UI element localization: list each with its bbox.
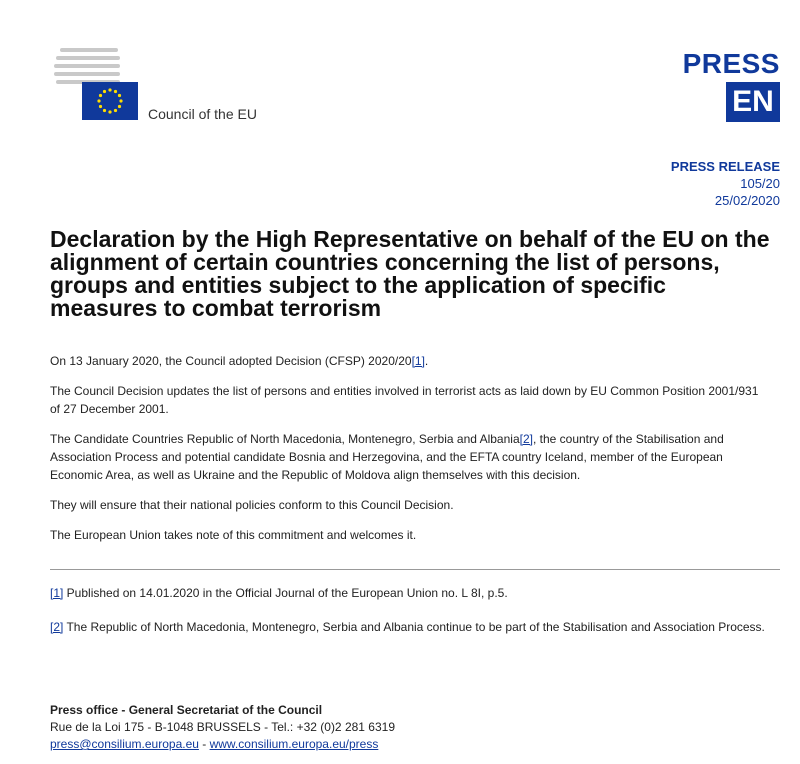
page-title: Declaration by the High Representative on behalf of the EU on the alignment of certain countries concerning the list of persons, groups and entities subject to the application of specific measures to combat terrorism [50, 226, 770, 321]
council-logo [50, 46, 290, 126]
website-link[interactable]: www.consilium.europa.eu/press [209, 737, 379, 751]
footnote-link-2[interactable]: [2] [519, 432, 533, 446]
language-badge: EN [726, 82, 780, 122]
footnote-2: [2] The Republic of North Macedonia, Montenegro, Serbia and Albania continue to be part of the Stabilisation and Association Process. [50, 620, 765, 634]
contact-links: press@consilium.europa.eu - www.consilium.europa.eu/press [50, 737, 379, 751]
divider [50, 569, 780, 570]
eu-flag-icon [82, 82, 138, 120]
paragraph-4: They will ensure that their national policies conform to this Council Decision. [50, 498, 454, 512]
paragraph-5: The European Union takes note of this commitment and welcomes it. [50, 528, 417, 542]
release-label: PRESS RELEASE [670, 159, 780, 174]
paragraph-2: The Council Decision updates the list of persons and entities involved in terrorist acts as laid down by EU Common Position 2001/931 of 27 December 2001. [50, 384, 759, 416]
address: Rue de la Loi 175 - B-1048 BRUSSELS - Tel.: +32 (0)2 281 6319 [50, 720, 395, 734]
paragraph-3: The Candidate Countries Republic of North Macedonia, Montenegro, Serbia and Albania[2], the country of the Stabilisation and Association Process and potential candidate Bosnia and Herzegovina, and the EFTA country Iceland, member of the European Economic Area, as well as Ukraine and the Republic of Moldova align themselves with this decision. [50, 432, 724, 482]
organization-name: Council of the EU [148, 106, 257, 122]
contact-block [50, 702, 395, 753]
paragraph-1: On 13 January 2020, the Council adopted Decision (CFSP) 2020/20[1]. [50, 354, 429, 368]
body-text [50, 352, 770, 556]
footnote-link-1[interactable]: [1] [411, 354, 425, 368]
press-label: PRESS [682, 48, 780, 79]
release-date: 25/02/2020 [714, 193, 780, 208]
footnote-ref-1[interactable]: [1] [50, 586, 64, 600]
email-link[interactable]: press@consilium.europa.eu [50, 737, 199, 751]
footnotes [50, 584, 770, 652]
release-number: 105/20 [740, 176, 780, 191]
press-office: Press office - General Secretariat of the Council [50, 703, 323, 717]
footnote-ref-2[interactable]: [2] [50, 620, 64, 634]
press-badge [680, 50, 780, 122]
release-info [671, 158, 780, 209]
footnote-1: [1] Published on 14.01.2020 in the Official Journal of the European Union no. L 8I, p.5. [50, 586, 508, 600]
